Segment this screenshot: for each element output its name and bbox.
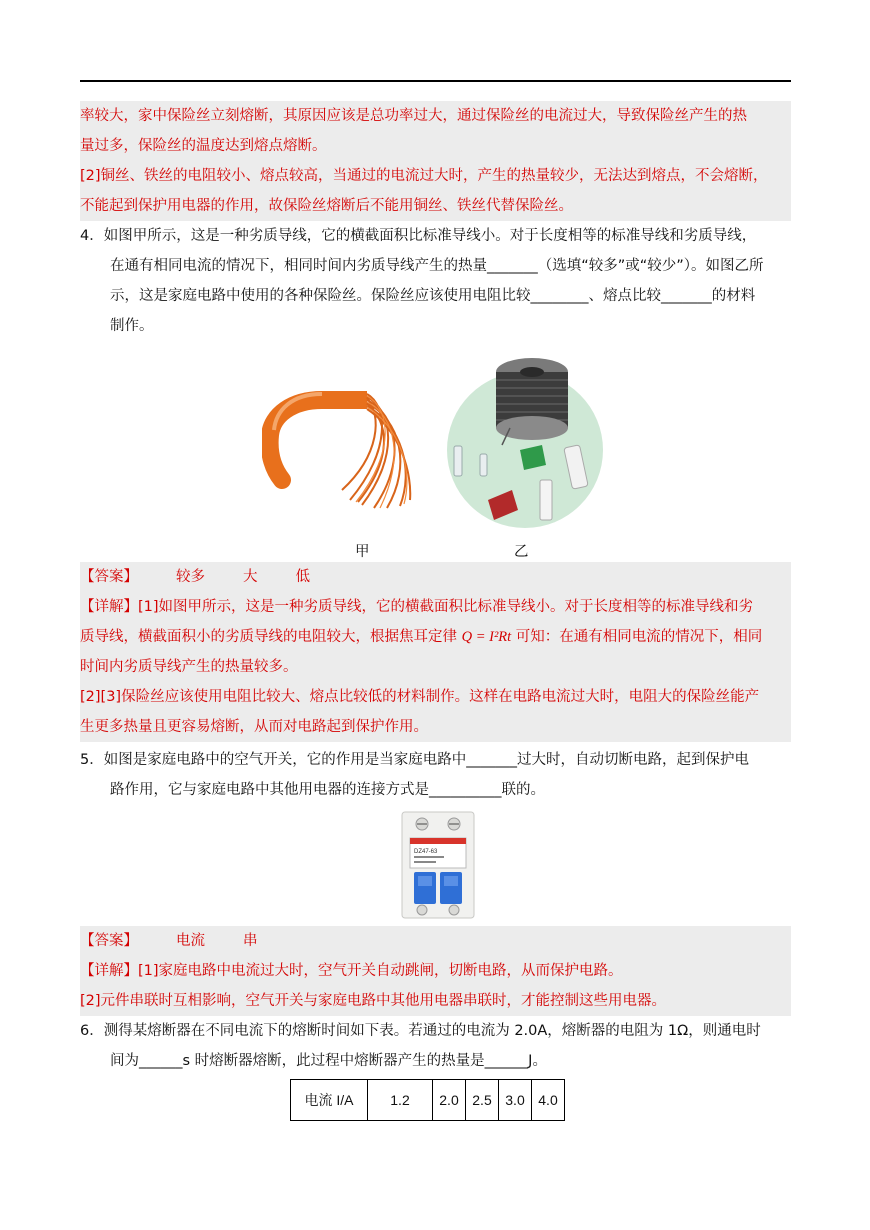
table-cell: 2.0 [433,1080,466,1121]
caption-yi: 乙 [514,544,529,560]
text-line: 在通有相同电流的情况下，相同时间内劣质导线产生的热量_______（选填“较多”或“较少”）。如图乙所 [110,258,764,274]
inferior-wire-image [262,360,417,510]
air-switch-image [400,810,476,920]
answer-value: 低 [295,569,310,585]
answer-4-block [80,562,791,742]
answer-tag: 【答案】 [80,569,138,585]
answer-line [80,562,791,592]
table-cell: 3.0 [499,1080,532,1121]
text-line: [1]家庭电路中电流过大时，空气开关自动跳闸，切断电路，从而保护电路。 [138,963,623,979]
breaker-label: DZ47-63 [414,849,438,855]
text-line: 生更多热量且更容易熔断，从而对电路起到保护作用。 [80,719,428,735]
text-line: 率较大，家中保险丝立刻熔断，其原因应该是总功率过大，通过保险丝的电流过大，导致保险丝产生的热 [80,108,747,124]
detail-line [80,592,791,622]
detail-tag: 【详解】 [80,599,138,615]
caption-jia: 甲 [355,544,370,560]
table-header-cell: 电流 I/A [291,1080,368,1121]
text-line: 路作用，它与家庭电路中其他用电器的连接方式是__________联的。 [110,782,545,798]
text-line: [2]铜丝、铁丝的电阻较小、熔点较高，当通过的电流过大时，产生的热量较少，无法达到熔点，不会熔断， [80,168,768,184]
table-cell: 4.0 [532,1080,565,1121]
text-line: 质导线，横截面积小的劣质导线的电阻较大，根据焦耳定律 [80,629,457,645]
text-line: 间为______s 时熔断器熔断，此过程中熔断器产生的热量是______J。 [110,1053,547,1069]
table-cell: 2.5 [466,1080,499,1121]
text-line: 6．测得某熔断器在不同电流下的熔断时间如下表。若通过的电流为 2.0A，熔断器的电阻为 1Ω，则通电时 [80,1023,761,1039]
answer-value: 电流 [176,933,205,949]
text-line: [2]元件串联时互相影响，空气开关与家庭电路中其他用电器串联时，才能控制这些用电器。 [80,993,667,1009]
answer-value: 串 [243,933,258,949]
text-line: 示，这是家庭电路中使用的各种保险丝。保险丝应该使用电阻比较________、熔点比较_______的材料 [110,288,756,304]
text-line: 时间内劣质导线产生的热量较多。 [80,659,298,675]
fuse-table [290,1079,565,1121]
fuses-image [440,350,610,530]
formula: Q = I²Rt [461,629,512,645]
question-5 [80,745,791,805]
text-line: [1]如图甲所示，这是一种劣质导线，它的横截面积比标准导线小。对于长度相等的标准导线和劣 [138,599,754,615]
answer-tag: 【答案】 [80,933,138,949]
text-line: [2][3]保险丝应该使用电阻比较大、熔点比较低的材料制作。这样在电路电流过大时，电阻大的保险丝能产 [80,689,760,705]
detail-line [80,622,791,652]
text-line: 制作。 [110,318,154,334]
text-line: 可知：在通有相同电流的情况下，相同 [515,629,763,645]
detail-line [80,956,791,986]
text-line: 量过多，保险丝的温度达到熔点熔断。 [80,138,327,154]
text-line: 4．如图甲所示，这是一种劣质导线，它的横截面积比标准导线小。对于长度相等的标准导线和劣质导线， [80,228,757,244]
text-line: 5．如图是家庭电路中的空气开关，它的作用是当家庭电路中_______过大时，自动切断电路，起到保护电 [80,752,749,768]
answer-value: 大 [243,569,258,585]
answer-line [80,926,791,956]
answer-5-block [80,926,791,1016]
header-rule [80,80,791,82]
answer-value: 较多 [176,569,205,585]
question-4 [80,221,791,341]
prev-answer-block [80,101,791,221]
text-line: 不能起到保护用电器的作用，故保险丝熔断后不能用铜丝、铁丝代替保险丝。 [80,198,573,214]
detail-tag: 【详解】 [80,963,138,979]
question-6 [80,1016,791,1076]
table-row [291,1080,565,1121]
table-cell: 1.2 [368,1080,433,1121]
